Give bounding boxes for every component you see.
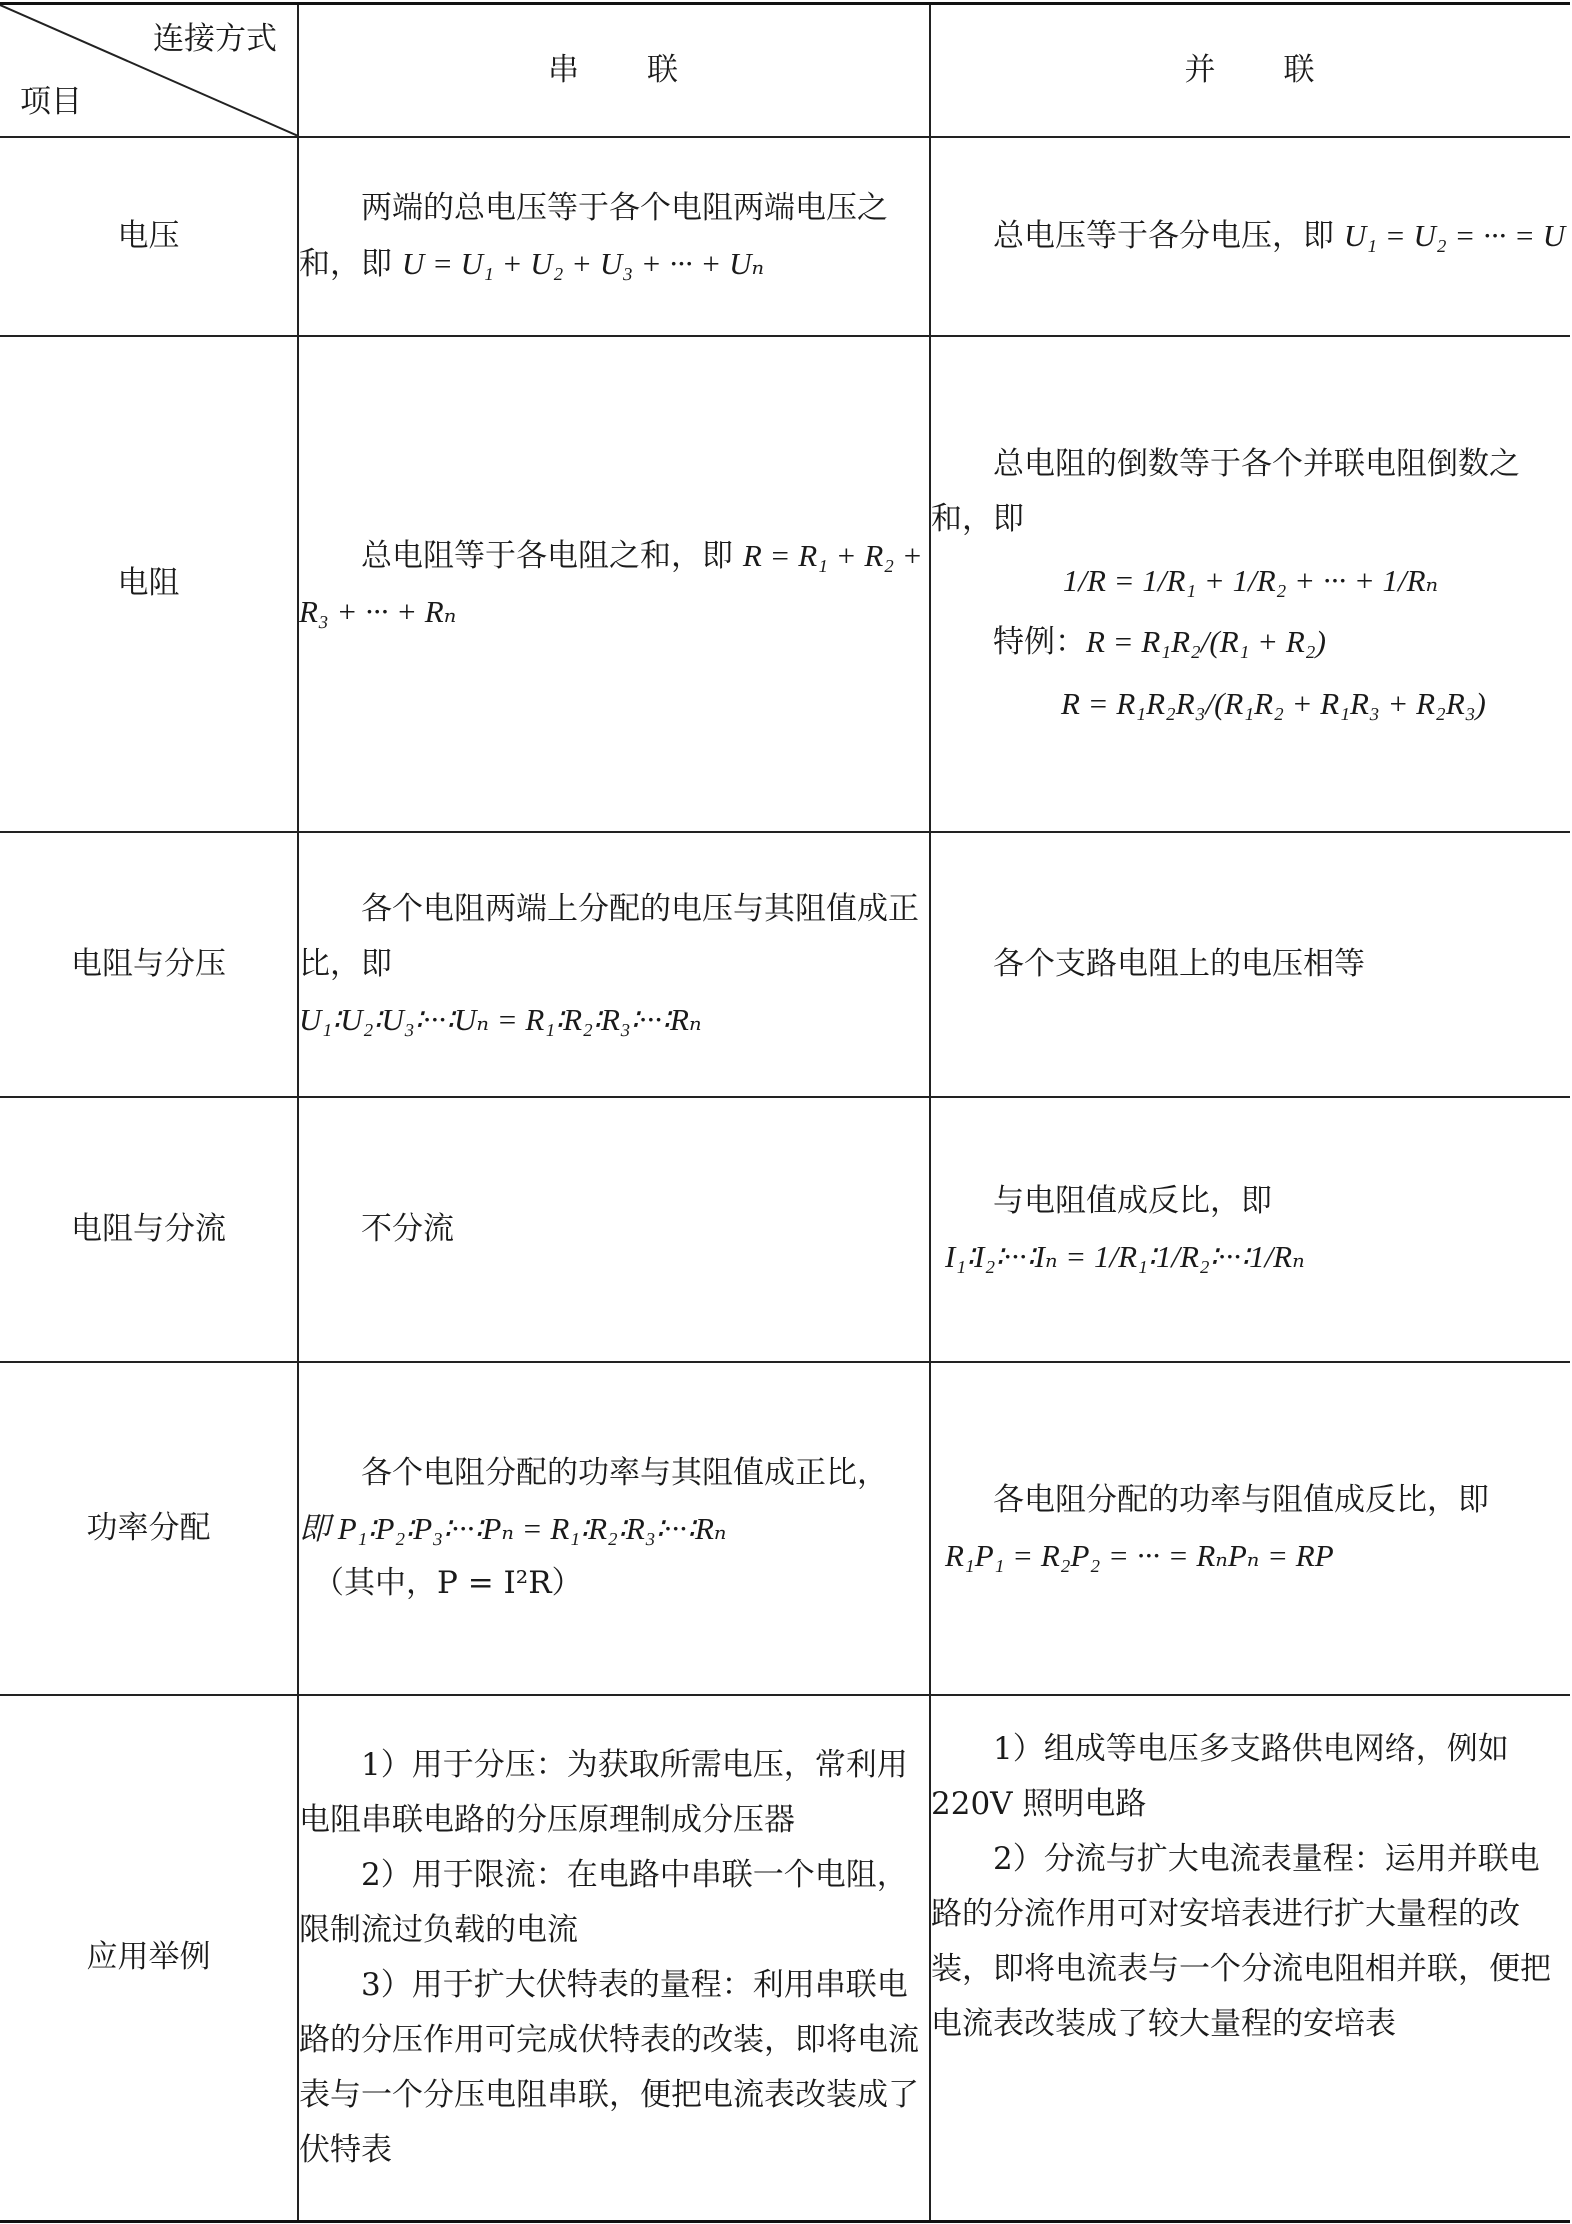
table-row (0, 832, 1570, 1097)
table-row (0, 336, 1570, 832)
series-parallel-comparison-table (0, 2, 1570, 2223)
series-voltage-division-desc: 各个电阻两端上分配的电压与其阻值成正比，即 (299, 890, 919, 982)
series-application-item: 2）用于限流：在电路中串联一个电阻，限制流过负载的电流 (299, 1856, 908, 1948)
series-current-division-cell (298, 1097, 930, 1362)
series-voltage-cell (298, 137, 930, 336)
series-voltage-formula: U = U₁ + U₂ + U₃ + ··· + Uₙ (401, 245, 765, 281)
parallel-application-item: 1）组成等电压多支路供电网络，例如220V 照明电路 (931, 1730, 1509, 1822)
parallel-resistance-formula: 1/R = 1/R₁ + 1/R₂ + ··· + 1/Rₙ (1062, 562, 1439, 598)
parallel-application-item: 2）分流与扩大电流表量程：运用并联电路的分流作用可对安培表进行扩大量程的改装，即将电流表与一个分流电阻相并联，便把电流表改装成了较大量程的安培表 (931, 1840, 1551, 2042)
header-connection-method: 连接方式 (153, 21, 277, 57)
parallel-voltage-division-cell (930, 832, 1570, 1097)
series-resistance-formula: R = R₁ + R₂ + R₃ + ··· + Rₙ (299, 537, 923, 629)
header-row (0, 4, 1570, 137)
series-current-division-desc: 不分流 (361, 1210, 454, 1247)
parallel-voltage-text (931, 208, 1570, 264)
row-label-resistance: 电阻 (0, 336, 298, 832)
special-label: 特例： (993, 623, 1086, 660)
parallel-power-formula: R₁P₁ = R₂P₂ = ··· = RₙPₙ = RP (945, 1538, 1334, 1573)
series-voltage-text (299, 181, 929, 292)
parallel-current-division-desc: 与电阻值成反比，即 (993, 1183, 1272, 1219)
row-label-current-division: 电阻与分流 (0, 1097, 298, 1362)
table-row (0, 1097, 1570, 1362)
row-label-voltage: 电压 (0, 137, 298, 336)
parallel-current-division-formula: I₁∶I₂∶···∶Iₙ = 1/R₁∶1/R₂∶···∶1/Rₙ (945, 1239, 1305, 1274)
parallel-resistance-special (931, 614, 1570, 670)
row-label-power: 功率分配 (0, 1362, 298, 1695)
diagonal-header-cell (0, 4, 298, 137)
series-resistance-text (299, 528, 929, 640)
series-resistance-desc: 总电阻等于各电阻之和，即 (361, 537, 743, 574)
parallel-voltage-cell (930, 137, 1570, 336)
table-row (0, 1695, 1570, 2222)
table-row (0, 1362, 1570, 1695)
parallel-voltage-division-desc: 各个支路电阻上的电压相等 (993, 945, 1365, 982)
series-voltage-desc: 两端的总电压等于各个电阻两端电压之和，即 (299, 189, 888, 282)
header-series: 串 联 (298, 4, 930, 137)
special-formula-two: R = R₁R₂/(R₁ + R₂) (1086, 623, 1326, 659)
series-applications-cell (298, 1695, 930, 2222)
series-power-desc: 各个电阻分配的功率与其阻值成正比， (361, 1454, 888, 1491)
parallel-power-cell (930, 1362, 1570, 1695)
series-power-cell (298, 1362, 930, 1695)
special-formula-three: R = R₁R₂R₃/(R₁R₂ + R₁R₃ + R₂R₃) (1061, 685, 1486, 721)
parallel-applications-cell (930, 1695, 1570, 2222)
parallel-resistance-cell (930, 336, 1570, 832)
parallel-voltage-desc: 总电压等于各分电压，即 (993, 218, 1344, 254)
table-row (0, 137, 1570, 336)
series-power-formula: 即 P₁∶P₂∶P₃∶···∶Pₙ = R₁∶R₂∶R₃∶···∶Rₙ (299, 1510, 727, 1546)
series-voltage-division-cell (298, 832, 930, 1097)
row-label-applications: 应用举例 (0, 1695, 298, 2222)
parallel-voltage-formula: U₁ = U₂ = ··· = U (1343, 218, 1566, 253)
parallel-resistance-desc: 总电阻的倒数等于各个并联电阻倒数之和，即 (931, 445, 1520, 537)
series-power-note: （其中，P = I²R） (313, 1564, 583, 1601)
series-voltage-division-formula: U₁∶U₂∶U₃∶···∶Uₙ = R₁∶R₂∶R₃∶···∶Rₙ (299, 1001, 702, 1037)
series-resistance-cell (298, 336, 930, 832)
series-application-item: 1）用于分压：为获取所需电压，常利用电阻串联电路的分压原理制成分压器 (299, 1746, 908, 1838)
header-parallel: 并 联 (930, 4, 1570, 137)
parallel-power-desc: 各电阻分配的功率与阻值成反比，即 (993, 1482, 1489, 1518)
row-label-voltage-division: 电阻与分压 (0, 832, 298, 1097)
parallel-current-division-cell (930, 1097, 1570, 1362)
series-application-item: 3）用于扩大伏特表的量程：利用串联电路的分压作用可完成伏特表的改装，即将电流表与一个分压电阻串联，便把电流表改装成了伏特表 (299, 1966, 919, 2168)
header-item: 项目 (20, 83, 82, 120)
